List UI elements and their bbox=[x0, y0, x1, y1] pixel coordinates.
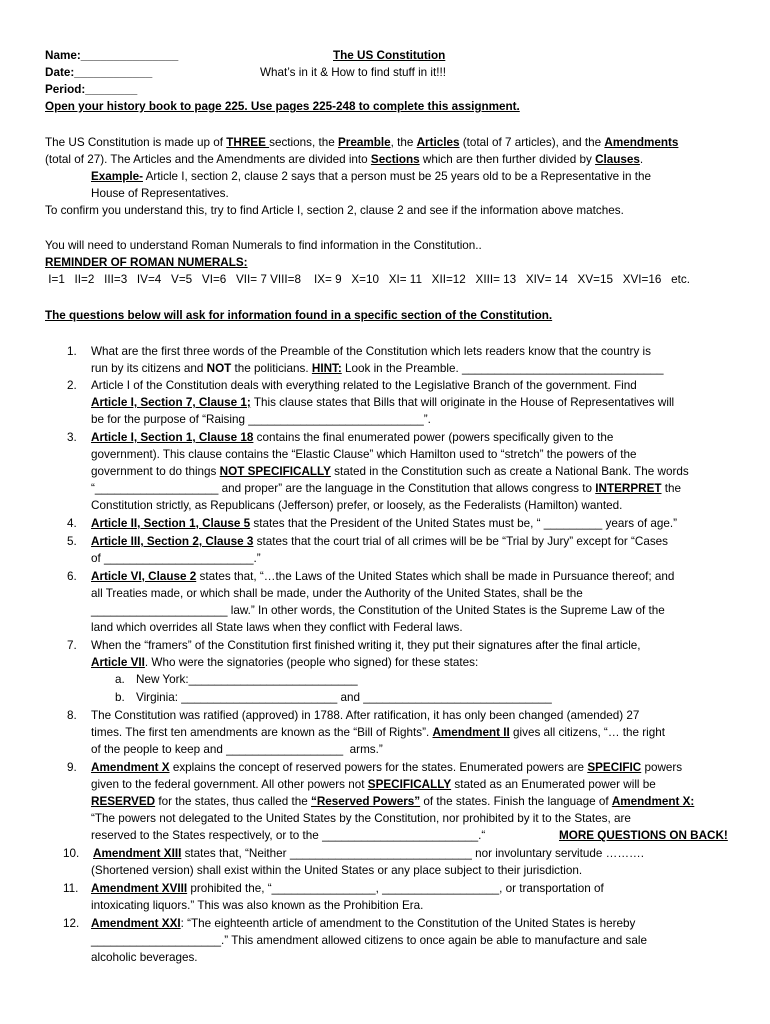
q7b-line: Virginia: ________________________ and _____________________________ bbox=[136, 691, 552, 704]
q10-number: 10. bbox=[63, 847, 80, 860]
q9-answer-blank[interactable]: ________________________ bbox=[322, 829, 479, 842]
q12-answer-blank[interactable]: ____________________ bbox=[91, 934, 222, 947]
q9-line-2: given to the federal government. All other powers not SPECIFICALLY stated as an Enumerated power will be bbox=[91, 778, 656, 791]
q6-line-4: land which overrides all State laws when they conflict with Federal laws. bbox=[91, 621, 463, 634]
q3-line-5: Constitution strictly, as Republicans (Jefferson) prefer, or loosely, as the Federalists (Hamilton) wanted. bbox=[91, 499, 623, 512]
q12-line-3: alcoholic beverages. bbox=[91, 951, 198, 964]
q5-number: 5. bbox=[67, 535, 77, 548]
q3-line-2: government). This clause contains the “Elastic Clause” which Hamilton used to “stretch” the powers of the bbox=[91, 448, 637, 461]
confirm-line: To confirm you understand this, try to find Article I, section 2, clause 2 and see if the information above matches. bbox=[45, 204, 624, 217]
date-line bbox=[45, 64, 152, 81]
assignment-instruction: Open your history book to page 225. Use pages 225-248 to complete this assignment. bbox=[45, 100, 520, 113]
q10-line-1: Amendment XIII states that, “Neither ____________________________ nor involuntary servitude ………. bbox=[93, 847, 644, 860]
period-blank[interactable]: ________ bbox=[85, 83, 138, 96]
q9-line-5: reserved to the States respectively, or to the ________________________.“ bbox=[91, 829, 486, 842]
page-title: The US Constitution bbox=[333, 49, 446, 62]
q7b-answer-blank-2[interactable]: _____________________________ bbox=[363, 691, 552, 704]
roman-list: I=1 II=2 III=3 IV=4 V=5 VI=6 VII= 7 VIII=8 IX= 9 X=10 XI= 11 XII=12 XIII= 13 XIV= 14 XV=15 XVI=16 etc. bbox=[45, 273, 690, 286]
q6-line-2: all Treaties made, or which shall be made, under the Authority of the United States, shall be the bbox=[91, 587, 583, 600]
q11-line-1: Amendment XVIII prohibited the, “________________, __________________, or transportation of bbox=[91, 882, 604, 895]
q2-line-1: Article I of the Constitution deals with everything related to the Legislative Branch of the government. Find bbox=[91, 379, 637, 392]
name-line bbox=[45, 47, 178, 64]
q10-line-2: (Shortened version) shall exist within the United States or any place subject to their jurisdiction. bbox=[91, 864, 583, 877]
q11-number: 11. bbox=[63, 882, 79, 895]
q1-answer-blank[interactable]: _______________________________ bbox=[461, 362, 664, 375]
q4-number: 4. bbox=[67, 517, 77, 530]
q6-answer-blank[interactable]: _____________________ bbox=[91, 604, 228, 617]
q1-number: 1. bbox=[67, 345, 77, 358]
intro-line-2: (total of 27). The Articles and the Amendments are divided into Sections which are then further divided by Clauses. bbox=[45, 153, 644, 166]
name-label: Name: bbox=[45, 49, 81, 62]
intro-line-1: The US Constitution is made up of THREE sections, the Preamble, the Articles (total of 7 articles), and the Amendments bbox=[45, 136, 679, 149]
date-blank[interactable]: ____________ bbox=[74, 66, 153, 79]
roman-intro: You will need to understand Roman Numerals to find information in the Constitution.. bbox=[45, 239, 482, 252]
q4-answer-blank[interactable]: _________ bbox=[543, 517, 603, 530]
q7a-answer-blank[interactable]: __________________________ bbox=[188, 673, 358, 686]
q12-number: 12. bbox=[63, 917, 80, 930]
questions-heading: The questions below will ask for information found in a specific section of the Constitution. bbox=[45, 309, 553, 322]
q8-answer-blank[interactable]: __________________ bbox=[226, 743, 344, 756]
q8-number: 8. bbox=[67, 709, 77, 722]
q11-answer-blank-1[interactable]: ________________ bbox=[271, 882, 376, 895]
q1-line-2: run by its citizens and NOT the politicians. HINT: Look in the Preamble. _______________________________ bbox=[91, 362, 664, 375]
q1-line-1: What are the first three words of the Preamble of the Constitution which lets readers know that the country is bbox=[91, 345, 651, 358]
page-subtitle: What’s in it & How to find stuff in it!!! bbox=[260, 66, 446, 79]
period-line bbox=[45, 81, 137, 98]
q6-line-1: Article VI, Clause 2 states that, “…the Laws of the United States which shall be made in Pursuance thereof; and bbox=[91, 570, 675, 583]
q9-number: 9. bbox=[67, 761, 77, 774]
q11-answer-blank-2[interactable]: __________________ bbox=[382, 882, 500, 895]
q7-line-1: When the “framers” of the Constitution first finished writing it, they put their signatures after the final article, bbox=[91, 639, 641, 652]
q6-line-3: _____________________ law.” In other words, the Constitution of the United States is the Supreme Law of the bbox=[91, 604, 665, 617]
q8-line-1: The Constitution was ratified (approved) in 1788. After ratification, it has only been changed (amended) 27 bbox=[91, 709, 640, 722]
q3-line-3: government to do things NOT SPECIFICALLY stated in the Constitution such as create a National Bank. The words bbox=[91, 465, 689, 478]
q9-line-1: Amendment X explains the concept of reserved powers for the states. Enumerated powers are SPECIFIC powers bbox=[91, 761, 683, 774]
period-label: Period: bbox=[45, 83, 86, 96]
q8-line-3: of the people to keep and __________________ arms.” bbox=[91, 743, 383, 756]
q3-answer-blank[interactable]: ___________________ bbox=[94, 482, 219, 495]
q5-line-1: Article III, Section 2, Clause 3 states that the court trial of all crimes will be be “Trial by Jury” except for “Cases bbox=[91, 535, 669, 548]
more-questions-note: MORE QUESTIONS ON BACK! bbox=[559, 829, 728, 842]
example-line-2: House of Representatives. bbox=[91, 187, 229, 200]
q2-line-2: Article I, Section 7, Clause 1; This clause states that Bills that will originate in the House of Representatives will bbox=[91, 396, 675, 409]
q7-line-2: Article VII. Who were the signatories (people who signed) for these states: bbox=[91, 656, 479, 669]
example-line-1: Example- Article I, section 2, clause 2 says that a person must be 25 years old to be a Representative in the bbox=[91, 170, 652, 183]
q7b-answer-blank-1[interactable]: ________________________ bbox=[181, 691, 338, 704]
q9-line-3: RESERVED for the states, thus called the “Reserved Powers” of the states. Finish the language of Amendment X: bbox=[91, 795, 695, 808]
q2-answer-blank[interactable]: ___________________________ bbox=[248, 413, 424, 426]
q12-line-1: Amendment XXI: “The eighteenth article of amendment to the Constitution of the United States is hereby bbox=[91, 917, 636, 930]
q11-line-2: intoxicating liquors.” This was also known as the Prohibition Era. bbox=[91, 899, 424, 912]
q5-line-2: of _______________________.” bbox=[91, 552, 261, 565]
q7-number: 7. bbox=[67, 639, 77, 652]
q4-line-1: Article II, Section 1, Clause 5 states that the President of the United States must be, “ _________ years of age.” bbox=[91, 517, 678, 530]
q7b-number: b. bbox=[115, 691, 125, 704]
q6-number: 6. bbox=[67, 570, 77, 583]
roman-heading: REMINDER OF ROMAN NUMERALS: bbox=[45, 256, 248, 269]
q3-line-4: “___________________ and proper” are the language in the Constitution that allows congress to INTERPRET the bbox=[91, 482, 681, 495]
q10-answer-blank[interactable]: ____________________________ bbox=[289, 847, 472, 860]
q8-line-2: times. The first ten amendments are known as the “Bill of Rights”. Amendment II gives all citizens, “… the right bbox=[91, 726, 665, 739]
q2-line-3: be for the purpose of “Raising ___________________________”. bbox=[91, 413, 431, 426]
q2-number: 2. bbox=[67, 379, 77, 392]
q5-answer-blank[interactable]: _______________________ bbox=[104, 552, 254, 565]
date-label: Date: bbox=[45, 66, 75, 79]
q9-line-4: “The powers not delegated to the United States by the Constitution, nor prohibited by it to the States, are bbox=[91, 812, 631, 825]
q12-line-2: ____________________.” This amendment allowed citizens to once again be able to manufacture and sale bbox=[91, 934, 647, 947]
q3-number: 3. bbox=[67, 431, 77, 444]
q7a-number: a. bbox=[115, 673, 125, 686]
q7a-line: New York:__________________________ bbox=[136, 673, 358, 686]
name-blank[interactable]: _______________ bbox=[80, 49, 179, 62]
q3-line-1: Article I, Section 1, Clause 18 contains the final enumerated power (powers specifically given to the bbox=[91, 431, 614, 444]
